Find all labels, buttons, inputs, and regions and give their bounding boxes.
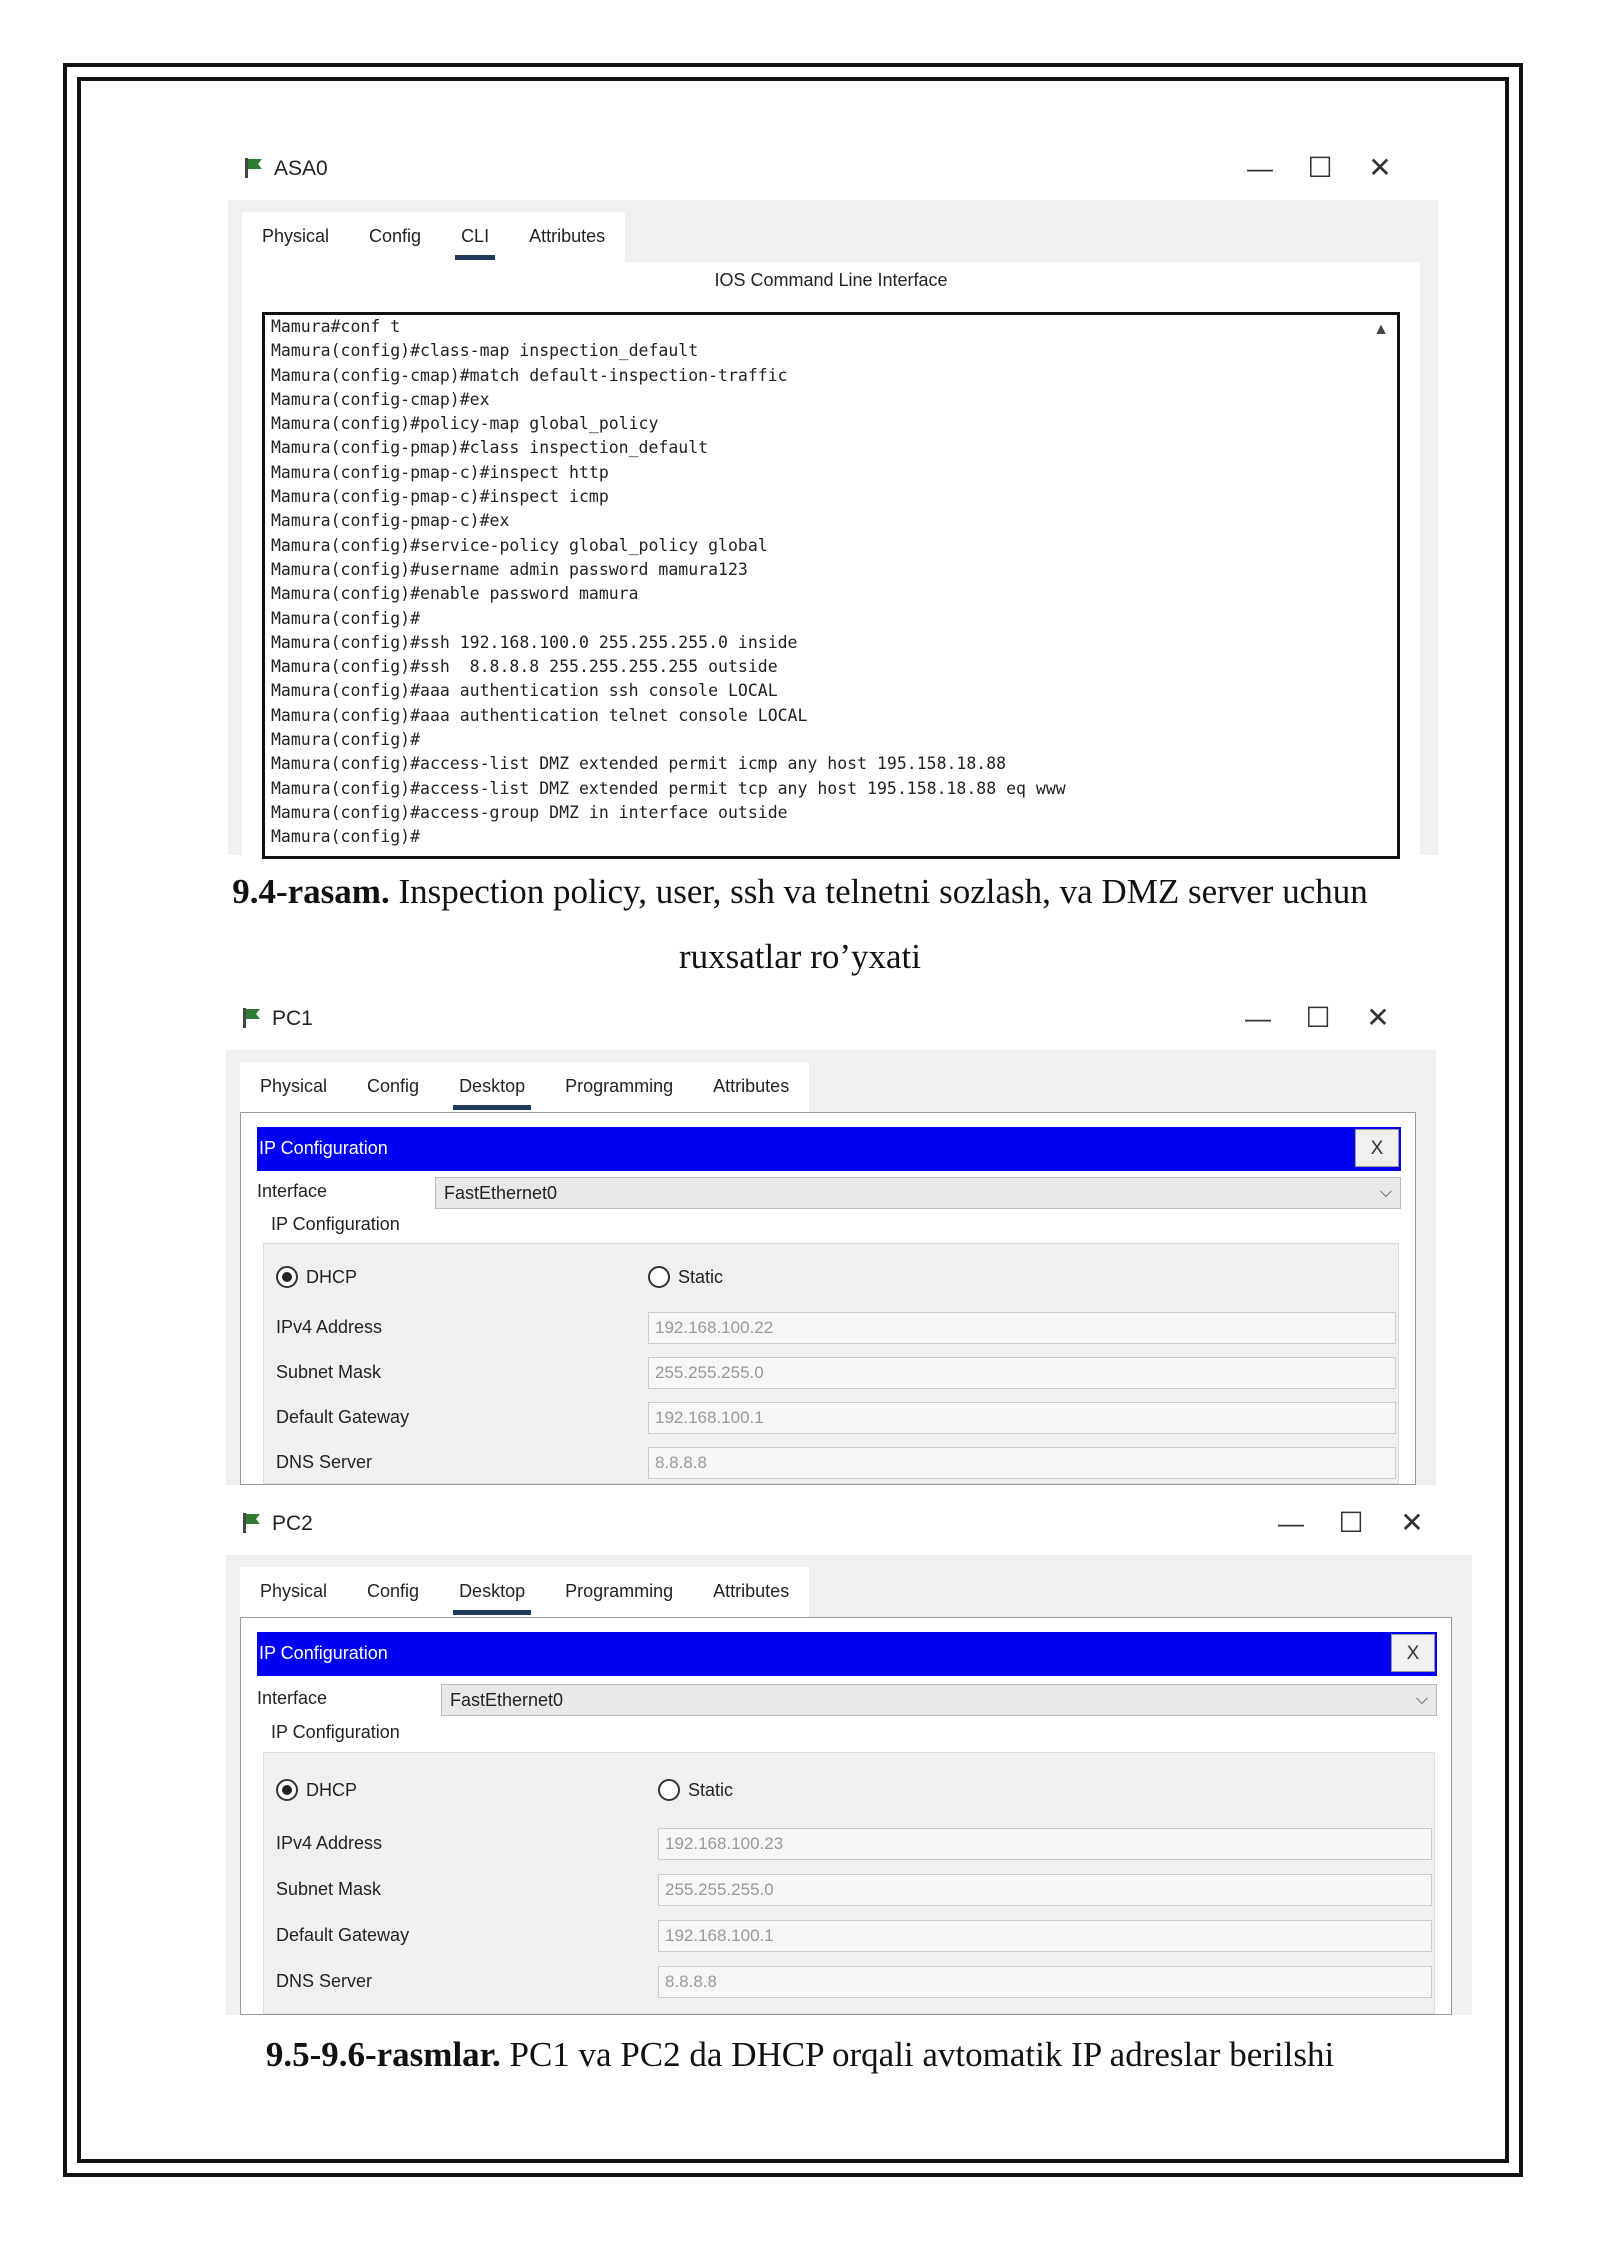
caption-text-line1: Inspection policy, user, ssh va telnetni sozlash, va DMZ server uchun — [389, 872, 1368, 911]
cli-line: Mamura(config)# — [271, 730, 421, 750]
window-title: PC2 — [272, 1512, 313, 1535]
tab-physical[interactable]: Physical — [260, 1581, 328, 1601]
subnet-mask-label: Subnet Mask — [276, 1879, 382, 1899]
dns-server-label: DNS Server — [276, 1452, 373, 1472]
cli-line: Mamura(config)#aaa authentication telnet console LOCAL — [271, 705, 808, 725]
ipv4-label: IPv4 Address — [276, 1833, 383, 1853]
cli-heading: IOS Command Line Interface — [714, 270, 948, 290]
static-radio[interactable] — [648, 1266, 670, 1288]
ip-config-group-label: IP Configuration — [271, 1214, 400, 1234]
cli-line: Mamura(config-cmap)#ex — [271, 389, 490, 409]
cli-line: Mamura(config)#class-map inspection_default — [271, 341, 699, 361]
close-button[interactable]: ✕ — [1368, 152, 1392, 183]
ip-config-group-label: IP Configuration — [271, 1722, 400, 1742]
tab-attributes[interactable]: Attributes — [713, 1581, 790, 1601]
default-gateway-label: Default Gateway — [276, 1407, 410, 1427]
default-gateway-label: Default Gateway — [276, 1925, 410, 1945]
dns-server-field[interactable]: 8.8.8.8 — [658, 1966, 1432, 1998]
interface-label: Interface — [257, 1181, 328, 1201]
close-button[interactable]: ✕ — [1400, 1507, 1424, 1538]
ip-config-title: IP Configuration — [259, 1138, 388, 1158]
cli-output — [271, 315, 1357, 850]
ip-config-titlebar — [257, 1632, 1437, 1676]
cli-line: Mamura#conf t — [271, 317, 401, 336]
tab-desktop[interactable]: Desktop — [439, 1567, 545, 1617]
subnet-mask-label: Subnet Mask — [276, 1362, 382, 1382]
static-radio[interactable] — [658, 1779, 680, 1801]
tab-physical[interactable]: Physical — [260, 1076, 328, 1096]
dhcp-radio[interactable] — [276, 1266, 298, 1288]
dhcp-label: DHCP — [306, 1267, 358, 1287]
window-title: ASA0 — [274, 157, 328, 180]
pc2-tabs — [240, 1567, 809, 1617]
interface-select[interactable] — [441, 1684, 1437, 1716]
packet-tracer-icon — [240, 1511, 264, 1535]
pc2-body — [226, 1555, 1472, 2015]
packet-tracer-icon — [240, 1006, 264, 1030]
interface-select[interactable] — [435, 1177, 1401, 1209]
asa-tabs — [242, 212, 625, 262]
desktop-panel — [240, 1112, 1416, 1485]
cli-line: Mamura(config)#ssh 192.168.100.0 255.255.255.0 inside — [271, 632, 798, 652]
ipv4-field[interactable]: 192.168.100.23 — [658, 1828, 1432, 1860]
tab-config[interactable]: Config — [369, 226, 422, 246]
cli-line: Mamura(config-cmap)#match default-inspection-traffic — [271, 365, 788, 385]
scroll-up-icon[interactable]: ▲ — [1373, 321, 1389, 338]
tab-attributes[interactable]: Attributes — [713, 1076, 790, 1096]
caption-figure-9-4 — [0, 872, 1600, 912]
interface-value: FastEthernet0 — [450, 1690, 564, 1710]
dns-server-field[interactable]: 8.8.8.8 — [648, 1447, 1396, 1479]
asa-titlebar — [228, 140, 1438, 200]
pc2-titlebar — [226, 1495, 1472, 1555]
cli-line: Mamura(config)# — [271, 608, 421, 628]
cli-line: Mamura(config-pmap-c)#inspect http — [271, 462, 609, 482]
cli-panel — [242, 262, 1420, 855]
cli-line: Mamura(config)#ssh 8.8.8.8 255.255.255.255 outside — [271, 657, 778, 677]
pc1-tabs — [240, 1062, 809, 1112]
maximize-button[interactable]: ☐ — [1307, 152, 1333, 183]
subnet-mask-field[interactable]: 255.255.255.0 — [648, 1357, 1396, 1389]
chevron-down-icon: ⌵ — [1415, 1691, 1428, 1708]
dhcp-radio[interactable] — [276, 1779, 298, 1801]
chevron-down-icon: ⌵ — [1379, 1184, 1392, 1201]
ipv4-field[interactable]: 192.168.100.22 — [648, 1312, 1396, 1344]
interface-value: FastEthernet0 — [444, 1183, 558, 1203]
ip-config-close-button[interactable]: X — [1391, 1634, 1435, 1672]
maximize-button[interactable]: ☐ — [1305, 1002, 1331, 1033]
ip-config-group — [263, 1752, 1435, 2014]
caption-figure-9-5-9-6 — [0, 2035, 1600, 2075]
minimize-button[interactable]: — — [1278, 1508, 1304, 1538]
cli-line: Mamura(config)#enable password mamura — [271, 584, 639, 604]
desktop-panel — [240, 1617, 1452, 2015]
cli-line: Mamura(config)#aaa authentication ssh console LOCAL — [271, 681, 778, 701]
caption-figure-9-4-line2 — [0, 937, 1600, 977]
dns-server-label: DNS Server — [276, 1971, 373, 1991]
ip-config-titlebar — [257, 1127, 1401, 1171]
asa-window — [228, 140, 1438, 855]
minimize-button[interactable]: — — [1245, 1003, 1271, 1033]
ip-config-group — [263, 1243, 1399, 1484]
cli-line: Mamura(config-pmap)#class inspection_default — [271, 438, 709, 458]
default-gateway-field[interactable]: 192.168.100.1 — [658, 1920, 1432, 1952]
tab-cli[interactable]: CLI — [441, 212, 509, 262]
tab-config[interactable]: Config — [367, 1581, 420, 1601]
ipv4-label: IPv4 Address — [276, 1317, 383, 1337]
static-label: Static — [688, 1780, 734, 1800]
pc1-window — [226, 990, 1436, 1485]
tab-physical[interactable]: Physical — [262, 226, 330, 246]
cli-line: Mamura(config)#username admin password mamura123 — [271, 559, 748, 579]
minimize-button[interactable]: — — [1247, 153, 1273, 183]
caption-text: PC1 va PC2 da DHCP orqali avtomatik IP adreslar berilshi — [500, 2035, 1335, 2074]
static-label: Static — [678, 1267, 724, 1287]
caption-text-line2: ruxsatlar ro’yxati — [679, 937, 921, 976]
tab-programming[interactable]: Programming — [565, 1076, 674, 1096]
pc1-body — [226, 1050, 1436, 1485]
default-gateway-field[interactable]: 192.168.100.1 — [648, 1402, 1396, 1434]
cli-console[interactable] — [262, 312, 1400, 859]
ip-config-title: IP Configuration — [259, 1643, 388, 1663]
maximize-button[interactable]: ☐ — [1338, 1507, 1364, 1538]
ip-config-close-button[interactable]: X — [1355, 1129, 1399, 1167]
dhcp-label: DHCP — [306, 1780, 358, 1800]
window-title: PC1 — [272, 1007, 313, 1030]
cli-line: Mamura(config)# — [271, 827, 421, 847]
tab-config[interactable]: Config — [367, 1076, 420, 1096]
cli-line: Mamura(config)#access-list DMZ extended permit tcp any host 195.158.18.88 eq www — [271, 778, 1066, 798]
cli-line: Mamura(config)#access-list DMZ extended permit icmp any host 195.158.18.88 — [271, 754, 1007, 774]
close-button[interactable]: ✕ — [1366, 1002, 1390, 1033]
cli-line: Mamura(config)#service-policy global_policy global — [271, 535, 768, 555]
cli-line: Mamura(config)#policy-map global_policy — [271, 414, 659, 434]
tab-attributes[interactable]: Attributes — [529, 226, 606, 246]
packet-tracer-icon — [242, 156, 266, 180]
cli-line: Mamura(config)#access-group DMZ in interface outside — [271, 802, 788, 822]
subnet-mask-field[interactable]: 255.255.255.0 — [658, 1874, 1432, 1906]
tab-programming[interactable]: Programming — [565, 1581, 674, 1601]
interface-label: Interface — [257, 1688, 328, 1708]
caption-number: 9.5-9.6-rasmlar. — [265, 2035, 501, 2074]
pc2-window — [226, 1495, 1472, 2015]
tab-desktop[interactable]: Desktop — [439, 1062, 545, 1112]
cli-line: Mamura(config-pmap-c)#inspect icmp — [271, 487, 609, 507]
asa-body — [228, 200, 1438, 855]
cli-line: Mamura(config-pmap-c)#ex — [271, 511, 510, 531]
pc1-titlebar — [226, 990, 1436, 1050]
caption-number: 9.4-rasam. — [232, 872, 390, 911]
